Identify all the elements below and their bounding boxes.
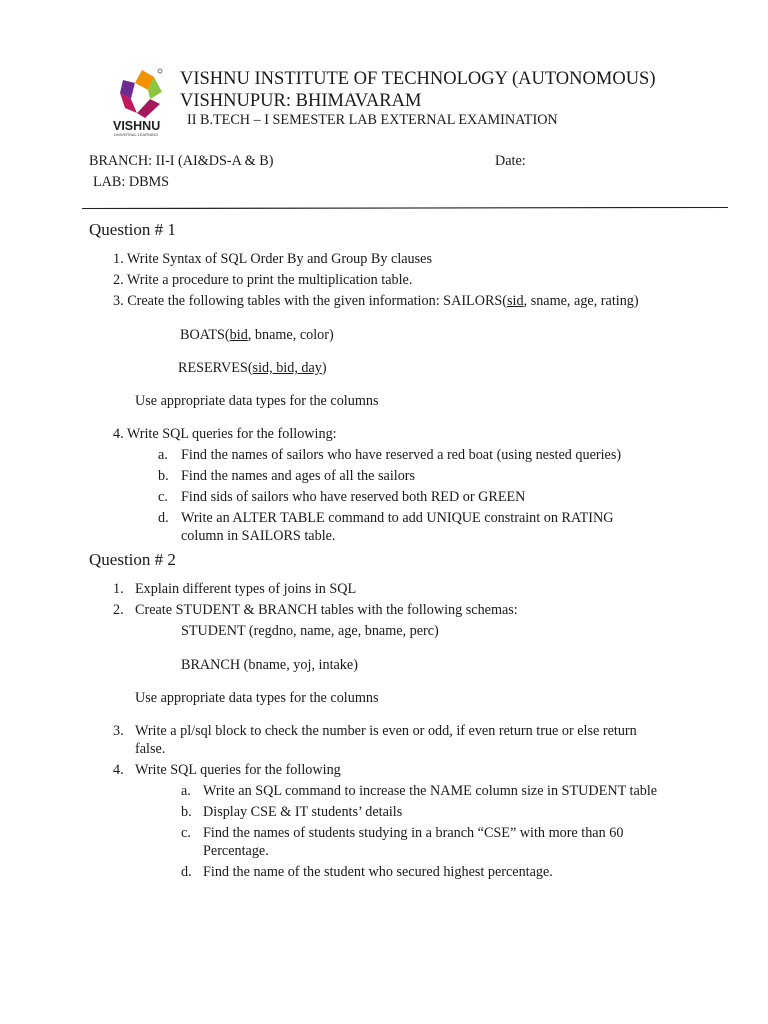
header-divider <box>82 207 728 209</box>
q1-sub-a-marker: a. <box>158 447 168 463</box>
q2-sub-c-marker: c. <box>181 825 191 841</box>
q2-item-2: Create STUDENT & BRANCH tables with the following schemas: <box>135 602 518 618</box>
q2-sub-d: Find the name of the student who secured highest percentage. <box>203 864 553 880</box>
institute-location: VISHNUPUR: BHIMAVARAM <box>180 91 422 111</box>
q1-item-4: 4. Write SQL queries for the following: <box>113 426 337 442</box>
q1-sub-d-cont: column in SAILORS table. <box>181 528 336 544</box>
q1-sub-a: Find the names of sailors who have reserved a red boat (using nested queries) <box>181 447 622 463</box>
boats-name: BOATS( <box>180 327 230 343</box>
q2-item-2-marker: 2. <box>113 602 124 618</box>
boats-key: bid <box>229 327 248 343</box>
q1-datatypes-note: Use appropriate data types for the columns <box>135 393 379 409</box>
date-label: Date: <box>495 153 526 169</box>
q2-item-1: Explain different types of joins in SQL <box>135 581 357 597</box>
q2-sub-c-cont: Percentage. <box>203 843 269 859</box>
q1-sub-b: Find the names and ages of all the sailors <box>181 468 416 484</box>
boats-schema <box>180 327 334 344</box>
institute-name: VISHNU INSTITUTE OF TECHNOLOGY (AUTONOMOUS) <box>180 69 656 89</box>
reserves-close: ) <box>321 360 327 376</box>
q2-item-3: Write a pl/sql block to check the number is even or odd, if even return true or else return <box>135 723 637 739</box>
branch-schema: BRANCH (bname, yoj, intake) <box>181 657 358 673</box>
q1-sub-b-marker: b. <box>158 468 169 484</box>
q2-sub-a: Write an SQL command to increase the NAME column size in STUDENT table <box>203 783 658 799</box>
q2-sub-a-marker: a. <box>181 783 191 799</box>
q2-item-4: Write SQL queries for the following <box>135 762 341 778</box>
q1-item-1: 1. Write Syntax of SQL Order By and Group By clauses <box>113 251 432 267</box>
student-schema: STUDENT (regdno, name, age, bname, perc) <box>181 623 439 639</box>
svg-text:VISHNU: VISHNU <box>113 119 161 133</box>
branch-label: BRANCH: II-I (AI&DS-A & B) <box>89 153 274 169</box>
question-2-title: Question # 2 <box>89 550 176 569</box>
vishnu-logo-mark <box>113 66 171 136</box>
q2-item-3-marker: 3. <box>113 723 124 739</box>
q2-datatypes-note: Use appropriate data types for the columns <box>135 690 379 706</box>
boats-columns: , bname, color) <box>247 327 334 343</box>
exam-title: II B.TECH – I SEMESTER LAB EXTERNAL EXAMINATION <box>187 112 558 128</box>
q1-item-3 <box>113 293 639 310</box>
q2-sub-b: Display CSE & IT students’ details <box>203 804 403 820</box>
lab-label: LAB: DBMS <box>93 174 170 190</box>
q1-sub-c: Find sids of sailors who have reserved both RED or GREEN <box>181 489 526 505</box>
q1-sub-c-marker: c. <box>158 489 168 505</box>
q1-sub-d-marker: d. <box>158 510 169 526</box>
institute-logo <box>113 66 171 136</box>
q2-item-4-marker: 4. <box>113 762 124 778</box>
q2-item-1-marker: 1. <box>113 581 124 597</box>
reserves-schema <box>178 360 327 377</box>
q1-item-2: 2. Write a procedure to print the multiplication table. <box>113 272 413 288</box>
q1-sub-d: Write an ALTER TABLE command to add UNIQUE constraint on RATING <box>181 510 614 526</box>
q2-sub-d-marker: d. <box>181 864 192 880</box>
question-1-title: Question # 1 <box>89 220 176 239</box>
sailors-columns: , sname, age, rating) <box>523 293 639 309</box>
reserves-key: sid, bid, day <box>252 360 322 376</box>
q2-item-3-cont: false. <box>135 741 166 757</box>
reserves-name: RESERVES( <box>178 360 253 376</box>
q2-sub-c: Find the names of students studying in a branch “CSE” with more than 60 <box>203 825 624 841</box>
svg-text:UNIVERSAL LEARNING: UNIVERSAL LEARNING <box>114 132 159 136</box>
q1-item-3-text: 3. Create the following tables with the given information: SAILORS( <box>113 293 508 309</box>
q2-sub-b-marker: b. <box>181 804 192 820</box>
sailors-key: sid <box>507 293 524 309</box>
